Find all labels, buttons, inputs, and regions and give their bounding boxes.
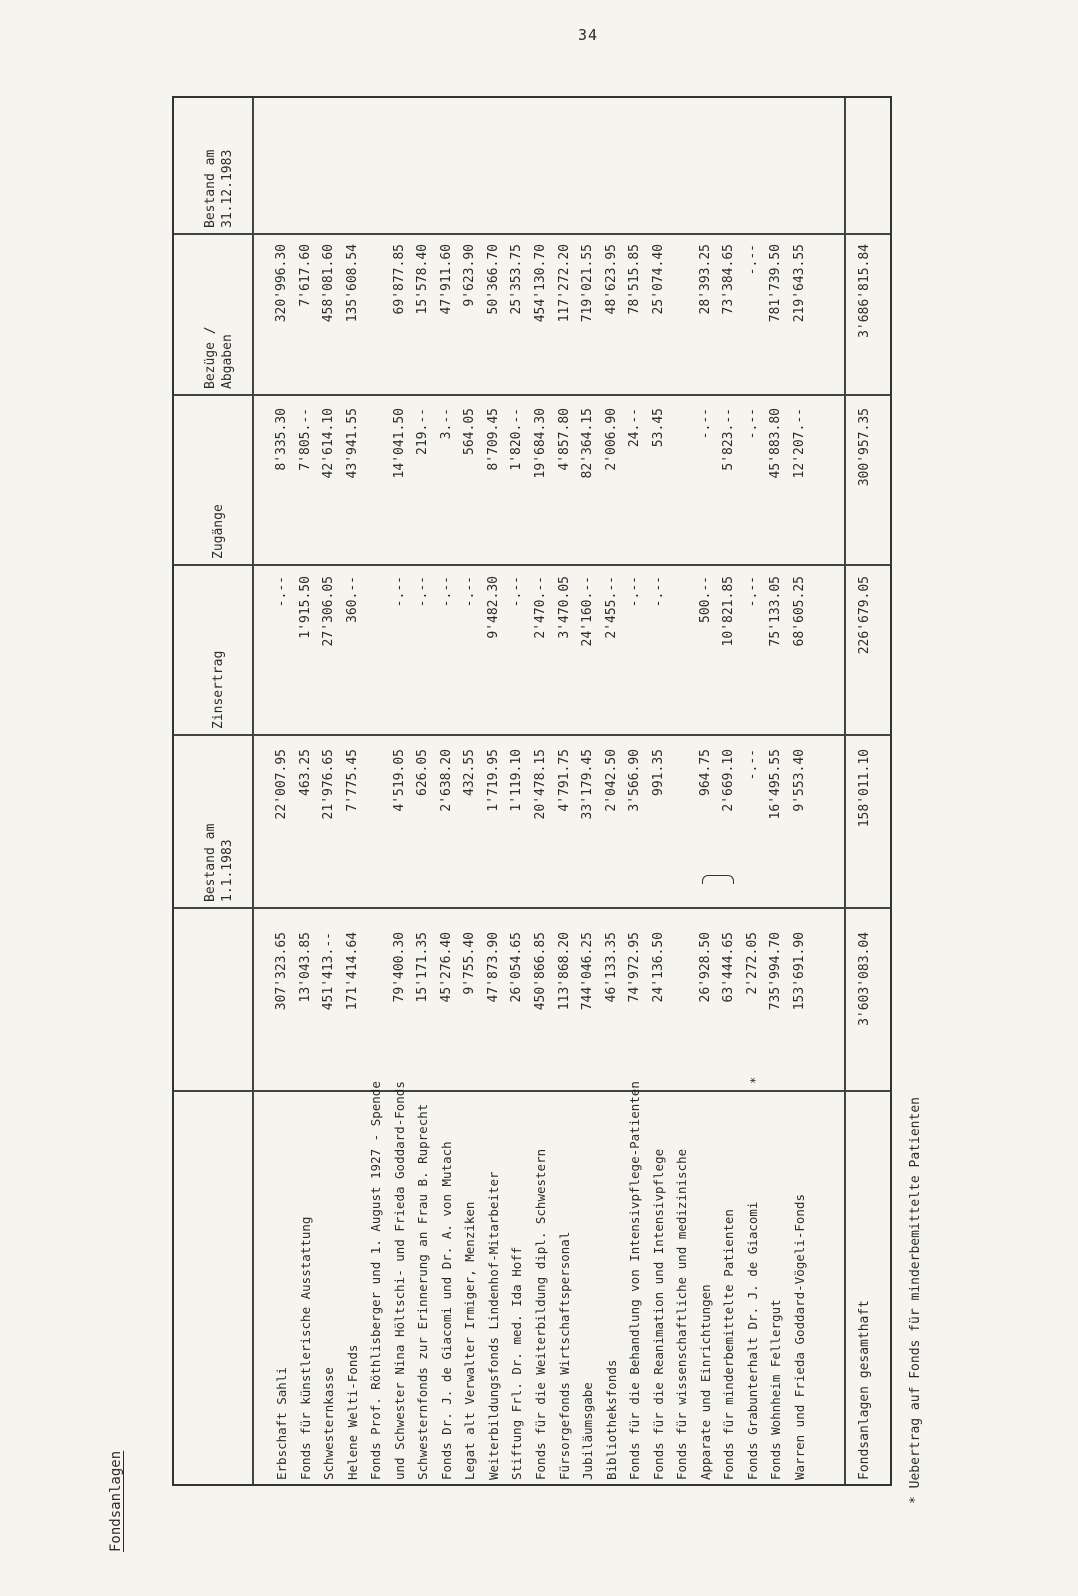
header-zugaenge: Zugänge xyxy=(211,504,226,559)
table-cell: -.-- xyxy=(627,576,643,608)
table-cell: 2'638.20 xyxy=(438,749,454,812)
table-cell: 1'915.50 xyxy=(297,576,313,639)
total-bestand-start: 3'603'083.04 xyxy=(857,932,872,1026)
table-cell xyxy=(670,408,694,566)
table-cell: -.-- xyxy=(438,576,454,608)
table-cell: 320'996.30 xyxy=(274,244,289,323)
table-cell: 82'364.15 xyxy=(580,408,596,479)
table-cell: 219'643.55 xyxy=(792,244,808,323)
fund-names xyxy=(270,1081,812,1480)
total-zinsertrag: 158'011.10 xyxy=(857,749,872,828)
table-cell: 719'021.55 xyxy=(580,244,596,323)
table-cell xyxy=(670,749,694,909)
table-cell: 45'276.40 xyxy=(438,932,454,1003)
table-cell: 25'353.75 xyxy=(509,244,525,315)
total-bestand-end: 3'686'815.84 xyxy=(857,244,872,338)
table-cell: 47'911.60 xyxy=(438,244,454,315)
fund-name: Schwesternkasse xyxy=(321,1367,337,1480)
table-cell: 307'323.65 xyxy=(274,932,289,1011)
table-cell: 22'007.95 xyxy=(274,749,289,820)
fund-name: Bibliotheksfonds xyxy=(603,1359,619,1480)
table-cell: 12'207.-- xyxy=(792,408,808,479)
table-cell: 15'578.40 xyxy=(415,244,431,315)
fund-name: Erbschaft Sahli xyxy=(274,1367,289,1480)
table-cell: 26'054.65 xyxy=(509,932,525,1003)
rotated-content xyxy=(108,52,928,1552)
total-zugaenge: 226'679.05 xyxy=(857,576,872,655)
table-cell: -.-- xyxy=(462,576,478,608)
table-cell: 4'519.05 xyxy=(391,749,407,812)
fund-name: Fonds für die Weiterbildung dipl. Schwestern xyxy=(533,1148,549,1480)
table-cell: 15'171.35 xyxy=(415,932,431,1003)
table-cell: 78'515.85 xyxy=(627,244,643,315)
fund-name: Legat alt Verwalter Irmiger, Menziken xyxy=(462,1201,478,1480)
table-cell: 33'179.45 xyxy=(580,749,596,820)
table-cell: 1'820.-- xyxy=(509,408,525,471)
fund-name: Fonds Grabunterhalt Dr. J. de Giacomi xyxy=(744,1201,760,1480)
table-cell: 43'941.55 xyxy=(344,408,360,479)
table-cell: 117'272.20 xyxy=(556,244,572,323)
fund-name: Fonds Prof. Röthlisberger und 1. August 1927 - Spende xyxy=(368,1081,384,1480)
fund-name: Warren und Frieda Goddard-Vögeli-Fonds xyxy=(792,1194,808,1480)
table-cell xyxy=(364,576,388,736)
header-bestand-start: Bestand am 1.1.1983 xyxy=(203,823,235,902)
table-cell: 626.05 xyxy=(415,749,431,796)
footnote: * Uebertrag auf Fonds für minderbemittelte Patienten xyxy=(908,1097,923,1504)
table-cell: -.-- xyxy=(744,408,760,440)
fund-name: und Schwester Nina Höltschi- und Frieda Goddard-Fonds xyxy=(391,1081,407,1480)
fund-name: Weiterbildungsfonds Lindenhof-Mitarbeiter xyxy=(485,1171,501,1480)
table-cell: 9'623.90 xyxy=(462,244,478,307)
table-cell: -.-- xyxy=(697,408,713,440)
table-cell: 454'130.70 xyxy=(533,244,549,323)
table-cell: 69'877.85 xyxy=(391,244,407,315)
table-cell: -.-- xyxy=(274,576,289,608)
total-label: Fondsanlagen gesamthaft xyxy=(857,1299,872,1480)
fund-name: Fürsorgefonds Wirtschaftspersonal xyxy=(556,1231,572,1480)
table-cell: -.-- xyxy=(744,576,760,608)
table-cell: 2'470.-- xyxy=(533,576,549,639)
table-cell: 744'046.25 xyxy=(580,932,596,1011)
fund-name: Apparate und Einrichtungen xyxy=(697,1284,713,1480)
table-cell: 450'866.85 xyxy=(533,932,549,1011)
table-cell: 8'335.30 xyxy=(274,408,289,471)
fund-name: Fonds für künstlerische Ausstattung xyxy=(297,1216,313,1480)
table-cell: 4'857.80 xyxy=(556,408,572,471)
table-cell: 79'400.30 xyxy=(391,932,407,1003)
table-cell: 219.-- xyxy=(415,408,431,455)
fund-name: Fonds Wohnheim Fellergut xyxy=(768,1299,784,1480)
col-zinsertrag xyxy=(270,749,812,909)
total-bezuege: 300'957.35 xyxy=(857,408,872,487)
table-cell: 7'805.-- xyxy=(297,408,313,471)
table-cell: 14'041.50 xyxy=(391,408,407,479)
footnote-marker: * xyxy=(748,1076,762,1084)
table-cell: 2'272.05 xyxy=(744,932,760,995)
table-cell: 74'972.95 xyxy=(627,932,643,1003)
table-cell xyxy=(364,408,388,566)
fund-name: Fonds für wissenschaftliche und medizinische xyxy=(674,1148,690,1480)
table-cell: 24.-- xyxy=(627,408,643,448)
table-cell: 75'133.05 xyxy=(768,576,784,647)
table-cell: 113'868.20 xyxy=(556,932,572,1011)
table-cell: 47'873.90 xyxy=(485,932,501,1003)
header-divider xyxy=(252,98,254,1484)
table-cell: 46'133.35 xyxy=(603,932,619,1003)
table-cell: 171'414.64 xyxy=(344,932,360,1011)
table-cell: 3.-- xyxy=(438,408,454,440)
col-bestand-end xyxy=(270,244,812,396)
table-cell: 5'823.-- xyxy=(721,408,737,471)
table-cell: 9'755.40 xyxy=(462,932,478,995)
table-cell: 24'160.-- xyxy=(580,576,596,647)
table-cell: 991.35 xyxy=(650,749,666,796)
table-cell: 4'791.75 xyxy=(556,749,572,812)
table-cell: 27'306.05 xyxy=(321,576,337,647)
col-zugaenge xyxy=(270,576,812,736)
table-cell: 735'994.70 xyxy=(768,932,784,1011)
table-cell: 28'393.25 xyxy=(697,244,713,315)
table-cell: 20'478.15 xyxy=(533,749,549,820)
column-divider xyxy=(174,233,890,235)
table-cell: -.-- xyxy=(391,576,407,608)
header-bestand-end: Bestand am 31.12.1983 xyxy=(203,149,235,228)
table-cell: 1'719.95 xyxy=(485,749,501,812)
table-cell: 153'691.90 xyxy=(792,932,808,1011)
table-cell: 7'775.45 xyxy=(344,749,360,812)
table-cell: 73'384.65 xyxy=(721,244,737,315)
table-cell: 1'119.10 xyxy=(509,749,525,812)
table-cell: 564.05 xyxy=(462,408,478,455)
table-cell: -.-- xyxy=(509,576,525,608)
table-cell: -.-- xyxy=(744,244,760,276)
table-cell: 463.25 xyxy=(297,749,313,796)
table-cell: 2'042.50 xyxy=(603,749,619,812)
table-cell: 781'739.50 xyxy=(768,244,784,323)
table-cell: 2'006.90 xyxy=(603,408,619,471)
table-cell: 2'455.-- xyxy=(603,576,619,639)
table-cell: 21'976.65 xyxy=(321,749,337,820)
section-title: Fondsanlagen xyxy=(108,1450,124,1552)
transfer-brace xyxy=(702,875,734,884)
table-cell xyxy=(364,932,388,1092)
col-bestand-start xyxy=(270,932,812,1092)
table-cell: -.-- xyxy=(415,576,431,608)
col-bezuege xyxy=(270,408,812,566)
table-cell: 63'444.65 xyxy=(721,932,737,1003)
table-cell xyxy=(670,932,694,1092)
table-cell: 68'605.25 xyxy=(792,576,808,647)
fund-name: Fonds für die Reanimation und Intensivpflege xyxy=(650,1148,666,1480)
total-divider xyxy=(844,98,846,1484)
table-cell: 458'081.60 xyxy=(321,244,337,323)
table-cell: 500.-- xyxy=(697,576,713,623)
table-cell xyxy=(670,244,694,396)
table-cell: 25'074.40 xyxy=(650,244,666,315)
table-cell: 9'482.30 xyxy=(485,576,501,639)
table-cell: 42'614.10 xyxy=(321,408,337,479)
fund-name: Fonds für minderbemittelte Patienten xyxy=(721,1209,737,1480)
table-cell: 45'883.80 xyxy=(768,408,784,479)
fund-table xyxy=(172,96,892,1486)
fund-name: Fonds Dr. J. de Giacomi und Dr. A. von Mutach xyxy=(438,1141,454,1480)
table-cell: 964.75 xyxy=(697,749,713,796)
fund-name: Stiftung Frl. Dr. med. Ida Hoff xyxy=(509,1246,525,1480)
table-cell: 451'413.-- xyxy=(321,932,337,1011)
table-cell: -.-- xyxy=(744,749,760,781)
fund-name: Jubiläumsgabe xyxy=(580,1382,596,1480)
table-cell: 135'608.54 xyxy=(344,244,360,323)
table-cell: 360.-- xyxy=(344,576,360,623)
table-cell: 9'553.40 xyxy=(792,749,808,812)
table-cell: 432.55 xyxy=(462,749,478,796)
table-cell: 19'684.30 xyxy=(533,408,549,479)
table-cell: 13'043.85 xyxy=(297,932,313,1003)
table-cell: 26'928.50 xyxy=(697,932,713,1003)
table-cell: 10'821.85 xyxy=(721,576,737,647)
table-cell: 2'669.10 xyxy=(721,749,737,812)
table-cell: 3'470.05 xyxy=(556,576,572,639)
table-cell xyxy=(364,749,388,909)
table-cell xyxy=(364,244,388,396)
table-cell: 24'136.50 xyxy=(650,932,666,1003)
page-number: 34 xyxy=(578,26,599,44)
table-cell xyxy=(670,576,694,736)
header-zinsertrag: Zinsertrag xyxy=(211,650,226,729)
table-cell: 7'617.60 xyxy=(297,244,313,307)
table-cell: 50'366.70 xyxy=(485,244,501,315)
fund-name: Helene Welti-Fonds xyxy=(344,1344,360,1480)
table-cell: 3'566.90 xyxy=(627,749,643,812)
table-cell: -.-- xyxy=(650,576,666,608)
fund-name: Fonds für die Behandlung von Intensivpflege-Patienten xyxy=(627,1081,643,1480)
table-cell: 16'495.55 xyxy=(768,749,784,820)
header-bezuege: Bezüge / Abgaben xyxy=(203,326,235,389)
table-cell: 53.45 xyxy=(650,408,666,448)
table-cell: 8'709.45 xyxy=(485,408,501,471)
table-cell: 48'623.95 xyxy=(603,244,619,315)
fund-name: Schwesternfonds zur Erinnerung an Frau B. Ruprecht xyxy=(415,1103,431,1480)
